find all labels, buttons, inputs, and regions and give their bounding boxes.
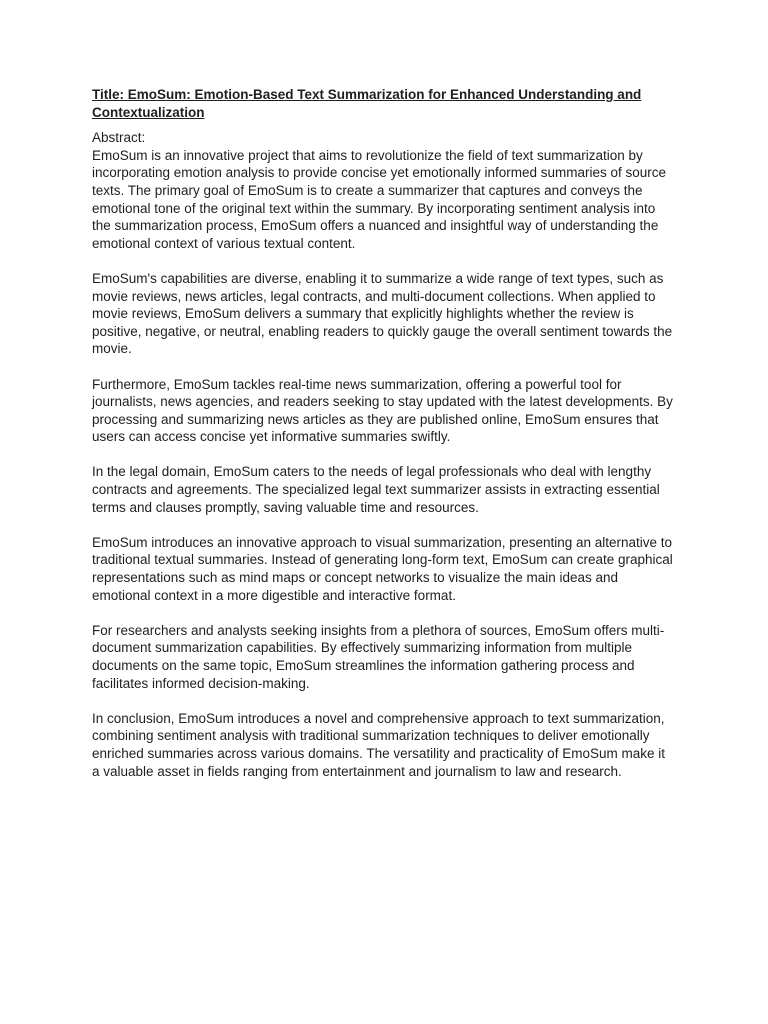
abstract-paragraph-5: EmoSum introduces an innovative approach to visual summarization, presenting an alternative to traditional textual summaries. Instead of generating long-form text, EmoSum can create graphical representations such as mind maps or concept networks to visualize the main ideas and emotional context in a more digestible and interactive format. [92, 534, 673, 603]
document-body [92, 86, 674, 798]
abstract-paragraph-7: In conclusion, EmoSum introduces a novel and comprehensive approach to text summarization, combining sentiment analysis with traditional summarization techniques to deliver emotionally enriched summaries across various domains. The versatility and practicality of EmoSum make it a valuable asset in fields ranging from entertainment and journalism to law and research. [92, 710, 665, 779]
abstract-paragraph-6: For researchers and analysts seeking insights from a plethora of sources, EmoSum offers multi-document summarization capabilities. By effectively summarizing information from multiple documents on the same topic, EmoSum streamlines the information gathering process and facilitates informed decision-making. [92, 622, 665, 691]
abstract-paragraph-2: EmoSum's capabilities are diverse, enabling it to summarize a wide range of text types, such as movie reviews, news articles, legal contracts, and multi-document collections. When applied to movie reviews, EmoSum delivers a summary that explicitly highlights whether the review is positive, negative, or neutral, enabling readers to quickly gauge the overall sentiment towards the movie. [92, 270, 673, 357]
abstract-paragraph-4: In the legal domain, EmoSum caters to the needs of legal professionals who deal with lengthy contracts and agreements. The specialized legal text summarizer assists in extracting essential terms and clauses promptly, saving valuable time and resources. [92, 464, 660, 515]
document-title: Title: EmoSum: Emotion-Based Text Summarization for Enhanced Understanding and Contextualization [92, 87, 642, 120]
abstract-paragraph-3: Furthermore, EmoSum tackles real-time news summarization, offering a powerful tool for journalists, news agencies, and readers seeking to stay updated with the latest developments. By processing and summarizing news articles as they are published online, EmoSum ensures that users can access concise yet informative summaries swiftly. [92, 376, 673, 445]
abstract-label: Abstract: [92, 130, 146, 146]
abstract-paragraph-1: EmoSum is an innovative project that aims to revolutionize the field of text summarization by incorporating emotion analysis to provide concise yet emotionally informed summaries of source texts. The primary goal of EmoSum is to create a summarizer that captures and conveys the emotional tone of the original text within the summary. By incorporating sentiment analysis into the summarization process, EmoSum offers a nuanced and insightful way of understanding the emotional context of various textual content. [92, 147, 667, 251]
